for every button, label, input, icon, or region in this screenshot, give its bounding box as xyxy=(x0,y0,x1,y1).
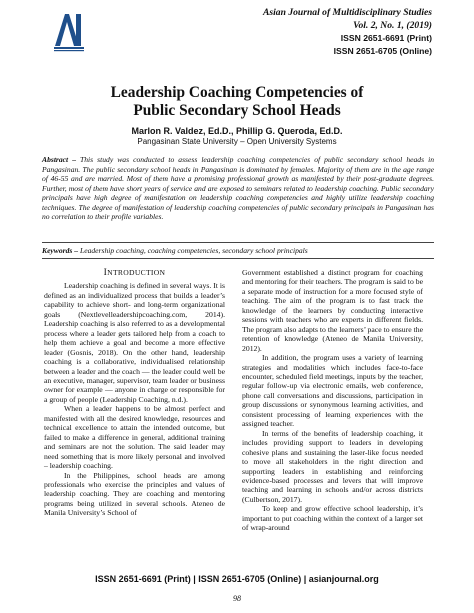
abstract-label: Abstract – xyxy=(42,155,76,164)
journal-header xyxy=(172,7,432,57)
intro-paragraph-4: Government established a distinct program for coaching and mentoring for their teachers. The program is said to be a separate mode of instruction for a more focused style of teaching. The aim of the program is to fast track the knowledge of the learners by conducting interactive sessions with teachers who are experts in different fields. The program also adapts to the learners’ pace to ensure the retention of knowledge (Ateneo de Manila University, 2012). xyxy=(242,268,423,353)
intro-paragraph-6: In terms of the benefits of leadership coaching, it includes providing support to leaders in developing cohesive plans and sustaining the laser-like focus needed to move all stakeholders in the right direction and supporting leaders in establishing and reinforcing evidence-based processes and levers that will improve teaching and learning in schools and/or across districts (Culbertson, 2017). xyxy=(242,428,423,504)
affiliation: Pangasinan State University – Open University Systems xyxy=(137,137,337,146)
intro-paragraph-5: In addition, the program uses a variety of learning strategies and modalities which includes face-to-face encounter, scheduled field meetings, inputs by the teacher, regular follow-up via electronic emails, web conference, phone call conversations and discussions, participation in group discussions or synonymous learning activities, and consistent processing of learning experiences with the assigned teacher. xyxy=(242,353,423,429)
left-column xyxy=(44,268,225,518)
intro-paragraph-3: In the Philippines, school heads are among professionals who exercise the principles and values of leadership coaching. They are coaching and mentoring programs being utilized in several schools. Ateneo de Manila University’s School of xyxy=(44,470,225,518)
title-line-2: Public Secondary School Heads xyxy=(133,102,341,119)
journal-volume: Vol. 2, No. 1, (2019) xyxy=(353,19,432,31)
paper-title xyxy=(40,84,434,120)
section-heading-introduction: INTRODUCTION xyxy=(103,267,166,278)
abstract-text: This study was conducted to assess leadership coaching competencies of public secondary school heads in Pangasinan. The public secondary school heads in Pangasinan is dominated by females. Majority of them are in the age range of 46-55 and are married. Most of them have a promising professional growth as manifested by their post-graduate degrees. Further, most of them have short years of service and are exposed to seminars related to leadership coaching. Public secondary principals have high degree of manifestation on leadership coaching competencies and highly utilize leadership coaching techniques. The degree of manifestation of leadership coaching competencies of public secondary principals in Pangasinan has no correlation to their profile variables. xyxy=(42,155,434,221)
issn-online: ISSN 2651-6705 (Online) xyxy=(333,45,432,56)
divider-bottom xyxy=(42,258,434,259)
right-column xyxy=(242,268,423,533)
journal-name: Asian Journal of Multidisciplinary Studies xyxy=(262,7,432,18)
page-number: 98 xyxy=(233,594,241,603)
keywords-label: Keywords – xyxy=(42,246,79,255)
keywords-text: Leadership coaching, coaching competencies, secondary school principals xyxy=(78,246,308,255)
intro-paragraph-2: When a leader happens to be almost perfect and manifested with all the desired knowledge, resources and technical excellence to attain the intended outcome, but failed to make a difference in general, additional training and seminars are not the solution. The said leader may need something that is more likely personal and involved – leadership coaching. xyxy=(44,404,225,471)
intro-paragraph-1: Leadership coaching is defined in several ways. It is defined as an individualized process that builds a leader’s capability to achieve short- and long-term organizational goals (Nextlevelleadershipcoaching.com, 2014). Leadership coaching is also referred to as a developmental process where a leader gets tailored help from a coach to help them achieve a goal and become a more effective leader (Gosnis, 2018). On the other hand, leadership coaching is a collaborative, individualised relationship between a leader and the coach — the leader could well be an executive, manager, supervisor, team leader or business owner for example — anyone in charge or responsible for a group of people (Leadership Coaching, n.d.). xyxy=(44,281,225,404)
journal-logo xyxy=(52,8,86,52)
title-line-1: Leadership Coaching Competencies of xyxy=(110,84,364,101)
divider-top xyxy=(42,242,434,243)
footer-issn: ISSN 2651-6691 (Print) | ISSN 2651-6705 (Online) | asianjournal.org xyxy=(95,574,379,584)
authors: Marlon R. Valdez, Ed.D., Phillip G. Queroda, Ed.D. xyxy=(131,126,343,136)
keywords xyxy=(42,246,434,256)
intro-paragraph-7: To keep and grow effective school leadership, it’s important to put coaching within the context of a larger set of wrap-around xyxy=(242,504,423,533)
abstract xyxy=(42,155,434,222)
issn-print: ISSN 2651-6691 (Print) xyxy=(340,33,432,44)
